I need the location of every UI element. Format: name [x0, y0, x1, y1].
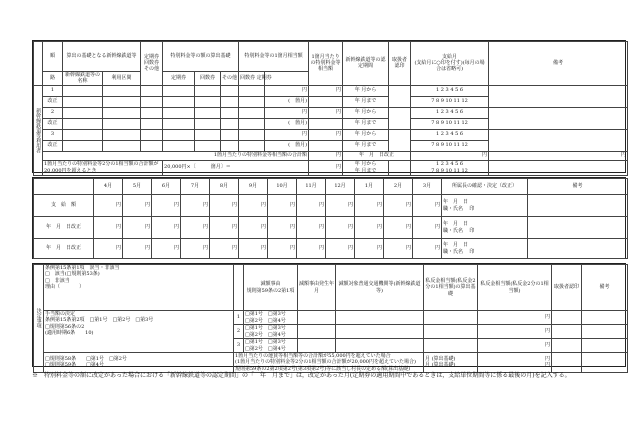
row-no: 3: [43, 129, 63, 140]
cert-period-header: 新幹線鉄道等の認定期間: [343, 42, 389, 86]
month-col: 4月: [94, 179, 123, 195]
month-col: 6月: [152, 179, 181, 195]
line-name-input[interactable]: [63, 85, 103, 96]
special-one-month-header: 1箇月当たりの特別料金等相当額: [309, 42, 343, 86]
row-no: 1: [43, 85, 63, 96]
clause1b: □ 該当(□規則第53条): [45, 271, 100, 278]
month-col: 9月: [239, 179, 268, 195]
month-col: 2月: [384, 179, 413, 195]
section-header: 利用区間: [103, 72, 141, 86]
recv-cert-header: 取扱者認印: [389, 42, 411, 86]
total-label: 1箇月当たりの特別料金等相当額の合計額: [43, 151, 309, 160]
clause1: 条例第15条第1項 誤当・非該当: [45, 265, 120, 271]
monthly-special-header: 特別料金等の1箇月相当額: [239, 42, 309, 72]
half-formula: 20,000円×〔 箇月〕＝: [163, 160, 309, 175]
other-header: その他: [221, 72, 239, 86]
kaisu-header: 回数券: [195, 72, 221, 86]
yen-label: 円: [309, 85, 343, 96]
calc-basis-header: 特別料金等の額の算出基礎: [163, 42, 239, 72]
section-input[interactable]: [103, 85, 141, 96]
month-col: 1月: [355, 179, 384, 195]
ticket-count-header: 定期券回数券その他: [141, 42, 163, 86]
side-label: 新幹線鉄道等利用者: [34, 85, 43, 175]
seq-label: 順: [50, 53, 56, 60]
months-top: 1 2 3 4 5 6: [411, 85, 489, 96]
standard-amount-header: 算出の基礎となる新幹線鉄道等: [63, 42, 141, 72]
confirm-header: 所属長の確認・決定（改正）: [442, 179, 528, 195]
pay-month-header: 支給月 (支給月に○印を付す)(毎月の場合は省略可): [411, 42, 489, 86]
month-col: 7月: [181, 179, 210, 195]
top-table: 順 算出の基礎となる新幹線鉄道等 定期券回数券その他 特別料金等の額の算出基礎 特別料金等の1箇月相当額 1箇月当たりの特別料金等相当額 新幹線鉄道等の認定期間 取扱者認印 支給月 (支給月に○印を付す)(毎月の場合は省略可) 備考 路 新幹線鉄道等の名称 利用区間 定期券 回数券 その他 回数券 定期券 新幹線鉄道等利用者 1 円 円 年 月から 1 2 3 4 5 6 改正 ( 箇月) 年 月まで 7 8 9 10 11 12 2 円 円 年 月から 1 2 3 4 5 6 改正 ( 箇月) 年 月まで 7 8 9 10 11 12 3 円 円 年 月から 1 2 3 4 5 6 改正 ( 箇月) 年 月まで 7 8 9 10 11 12 1箇月当たりの特別料金等相当額の合計額 円 年 月 日改正 円 円 1箇月当たりの特別料金等2分の1相当額の合計額が20,000円を超えるとき 20,000円×〔 箇月〕＝ 円 年 月から 年 月まで 1 2 3 4 5 6 7 8 9 10 11 12: [32, 40, 626, 173]
month-col: 8月: [210, 179, 239, 195]
month-col: 12月: [326, 179, 355, 195]
kaisu-teiki-header: 回数券 定期券: [239, 72, 265, 86]
row-kind: 改正: [43, 96, 63, 107]
monthly-table: 4月 5月 6月 7月 8月 9月 10月 11月 12月 1月 2月 3月 所属長の確認・決定（改正） 備考 支 給 額 円 円 円 円 円 円 円 円 円 円 円 円 年 月 日 職・氏名 印 年 月 日改正 円 円 円 円 円 円 円 円 円 円 円 円 年 月 日 職・氏名 印 年 月 日改正 円 円 円 円 円 円 円 円 円 円 円 円 年 月 日 職・氏名 印: [32, 177, 626, 259]
row-kind: 改正: [43, 118, 63, 129]
month-col: 5月: [123, 179, 152, 195]
month-col: 10月: [268, 179, 297, 195]
pay-amount-label: 支 給 額: [34, 195, 94, 217]
remarks-header: 備考: [528, 179, 628, 195]
remarks-header: 備考: [489, 42, 628, 86]
yen-label: 円: [265, 85, 309, 96]
row-kind: 改正: [43, 140, 63, 151]
decision-side-label: 決定事項: [34, 265, 44, 373]
teiki-header: 定期券: [163, 72, 195, 86]
month-col: 11月: [297, 179, 326, 195]
half-label: 1箇月当たりの特別料金等2分の1相当額の合計額が20,000円を超えるとき: [43, 160, 163, 175]
footnote: ※ 特別料金等の額に改定があった場合における「新幹線鉄道等の認定期間」の「 年 月まで」は，改定があった月(定期券の適用期間中であるときは，支給単位期間等に係る最後の月)を記入する。: [32, 372, 571, 379]
decision-table: 決定事項 条例第15条第1項 誤当・非該当 □ 該当(□規則第53条) □ 非該当 理由（ ） 減額事由 規則第59条の2第1項 減額事由発生年月 減額対象普通交通機関等(新幹線鉄道等) 私反金相当額(私反金2分の1相当額)の算出基礎 私反金相当額(私反金2分の1相当額) 取扱者認印 備考 手当額の決定 条例第15条第2項 □第1号 □第2号 □第3号 □規則第56条の2 (適用時期6条 10) 1 □第1号 □第3号 □第2号 □第4号 円 2 □第1号 □第3号 □第2号 □第4号 円 3 □第1号 □第3号 □第2号 □第4号 円 □規則第58条 □第1号 □第2号 □規則第59条 □第4号 1箇月当たりの運賃等相当額等の合計額が55,000円を超えていた場合 (1箇月当たりの特別料金等2分の1相当額の合計額が20,000円を超えていた場合) 規則第59条の2第2項第2号(第3項第2号)等に該当し村長の定める額(算出基礎) 月 (算出基礎) 月 (算出基礎) 円 円: [32, 263, 626, 367]
line-name-header: 新幹線鉄道等の名称: [63, 72, 103, 86]
clause1c: □ 非該当: [45, 277, 70, 284]
months-bottom: 7 8 9 10 11 12: [411, 96, 489, 107]
seq2-label: 路: [43, 72, 63, 86]
row-no: 2: [43, 107, 63, 118]
month-col: 3月: [413, 179, 442, 195]
date-change: 年 月 日改正: [343, 151, 411, 160]
